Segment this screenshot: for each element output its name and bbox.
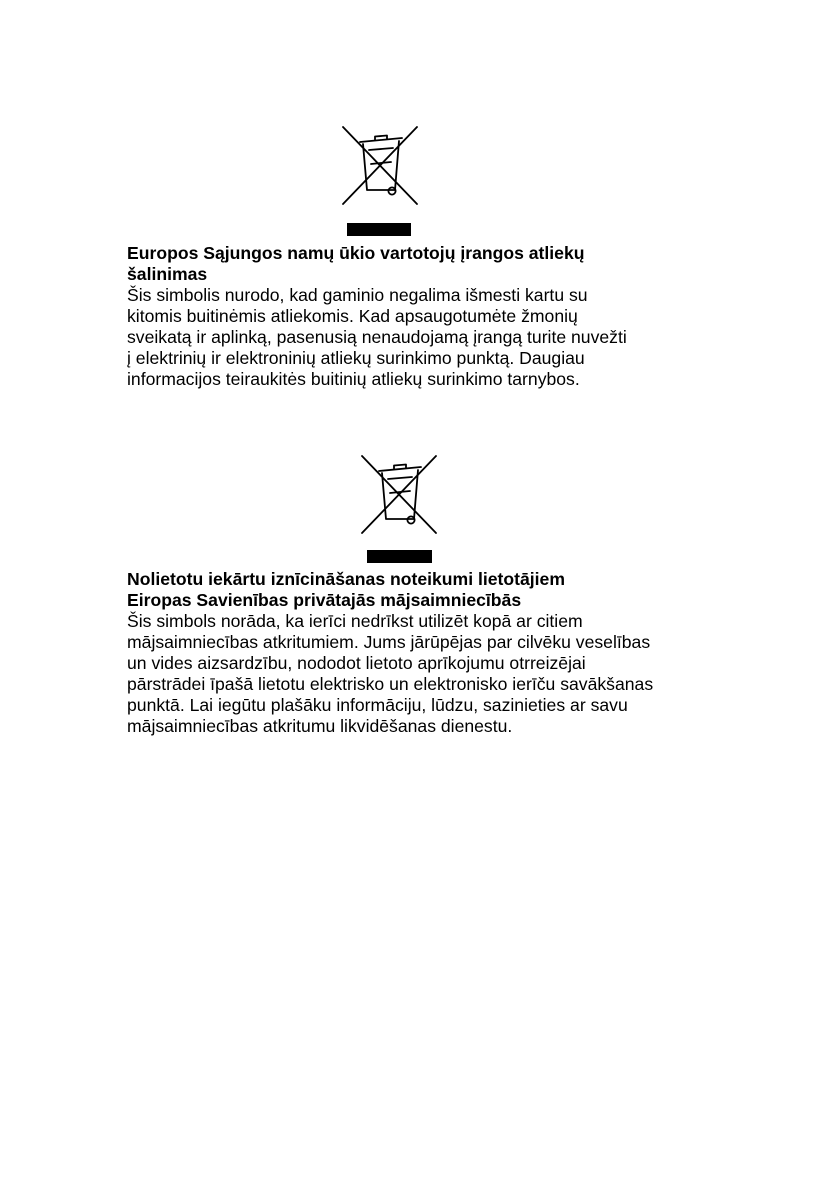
icon-underline-bar [367,550,432,563]
section-heading-line: Eiropas Savienības privātajās mājsaimniecībās [127,590,522,610]
crossed-out-wheelie-bin-icon [340,124,420,208]
crossed-out-wheelie-bin-icon [359,453,439,537]
section-heading-line: Europos Sąjungos namų ūkio vartotojų įrangos atliekų [127,243,585,263]
section-lithuanian [127,243,627,390]
section-body-line: informacijos teiraukitės buitinių atliekų surinkimo tarnybos. [127,369,580,389]
section-body-line: mājsaimniecības atkritumu likvidēšanas dienestu. [127,716,513,736]
section-body-line: į elektrinių ir elektroninių atliekų surinkimo punktą. Daugiau [127,348,585,368]
section-body-line: pārstrādei īpašā lietotu elektrisko un elektronisko ierīču savākšanas [127,674,654,694]
section-body-line: mājsaimniecības atkritumiem. Jums jārūpējas par cilvēku veselības [127,632,651,652]
section-heading-line: šalinimas [127,264,208,284]
icon-underline-bar [347,223,411,236]
section-body-line: Šis simbols norāda, ka ierīci nedrīkst utilizēt kopā ar citiem [127,611,583,631]
section-heading-line: Nolietotu iekārtu iznīcināšanas noteikumi lietotājiem [127,569,565,589]
section-body-line: kitomis buitinėmis atliekomis. Kad apsaugotumėte žmonių [127,306,578,326]
section-body-line: un vides aizsardzību, nododot lietoto aprīkojumu otrreizējai [127,653,586,673]
section-body-line: sveikatą ir aplinką, pasenusią nenaudojamą įrangą turite nuvežti [127,327,627,347]
section-latvian [127,569,653,737]
section-body-line: punktā. Lai iegūtu plašāku informāciju, lūdzu, sazinieties ar savu [127,695,628,715]
section-body-line: Šis simbolis nurodo, kad gaminio negalima išmesti kartu su [127,285,588,305]
